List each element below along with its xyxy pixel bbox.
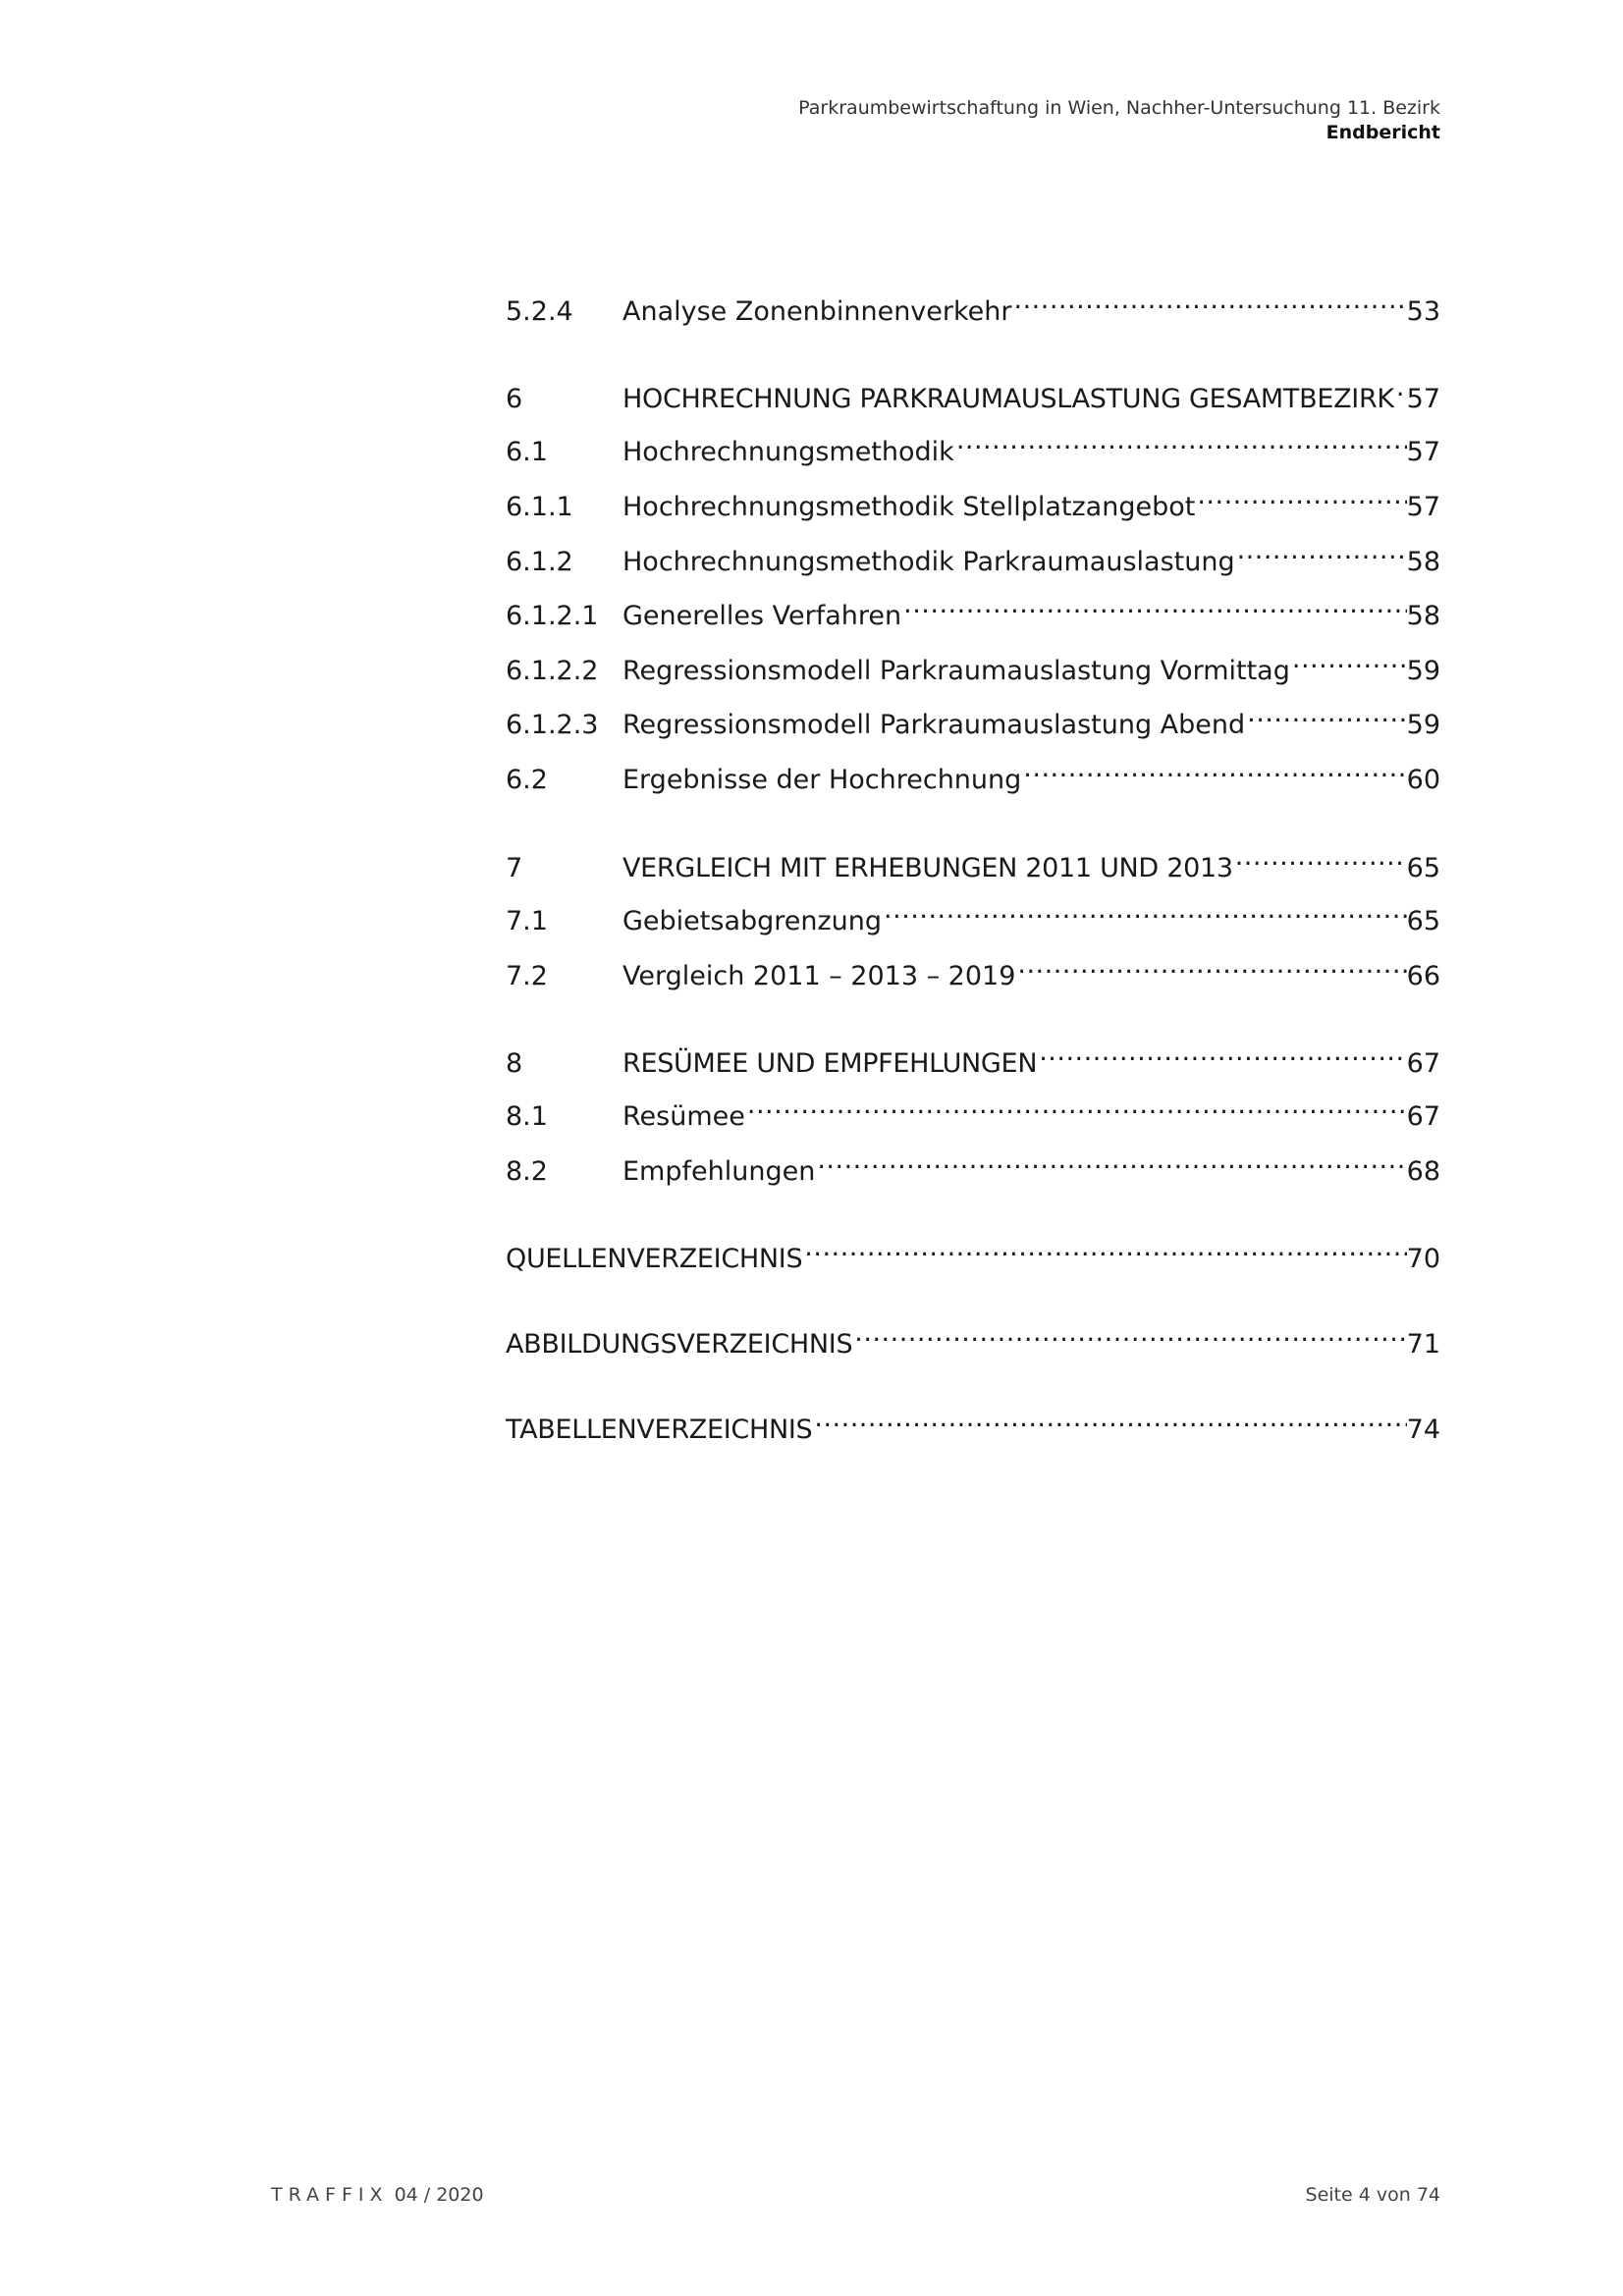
toc-entry-number: 7.2 — [506, 961, 548, 991]
toc-entry-page: 67 — [1406, 1048, 1440, 1079]
toc-entry-title: Hochrechnungsmethodik Parkraumauslastung — [622, 547, 1235, 577]
toc-entry-title: VERGLEICH MIT ERHEBUNGEN 2011 UND 2013 — [622, 853, 1233, 883]
toc-dot-leader — [1245, 694, 1406, 733]
toc-entry-page: 58 — [1406, 547, 1440, 577]
toc-dot-leader — [954, 421, 1407, 460]
toc-entry-title: Vergleich 2011 – 2013 – 2019 — [622, 961, 1016, 991]
toc-dot-leader — [901, 585, 1407, 624]
toc-entry[interactable] — [506, 1141, 1440, 1187]
toc-entry[interactable] — [506, 837, 1440, 883]
toc-entry-number: 6 — [506, 384, 522, 414]
toc-dot-leader — [882, 890, 1407, 930]
toc-entry[interactable] — [506, 694, 1440, 740]
toc-entry-title: HOCHRECHNUNG PARKRAUMAUSLASTUNG GESAMTBEZIRK — [622, 384, 1394, 414]
toc-dot-leader — [1233, 837, 1407, 877]
toc-entry[interactable] — [506, 1086, 1440, 1132]
toc-entry[interactable] — [506, 1399, 1440, 1445]
company-brand: TRAFFIX — [271, 2184, 389, 2206]
toc-entry-page: 67 — [1406, 1101, 1440, 1132]
toc-entry-page: 70 — [1406, 1244, 1440, 1274]
toc-dot-leader — [812, 1399, 1406, 1438]
toc-entry-page: 58 — [1406, 601, 1440, 631]
toc-entry-page: 57 — [1406, 492, 1440, 522]
toc-entry-title: Resümee — [622, 1101, 745, 1132]
toc-entry-page: 59 — [1406, 656, 1440, 686]
toc-dot-leader — [1012, 281, 1407, 320]
toc-dot-leader — [1015, 945, 1406, 985]
toc-entry-page: 57 — [1406, 437, 1440, 467]
toc-entry[interactable] — [506, 1313, 1440, 1360]
toc-entry-number: 6.2 — [506, 765, 548, 795]
toc-entry-number: 6.1.2.1 — [506, 601, 599, 631]
toc-dot-leader — [1235, 531, 1407, 570]
toc-entry-title: Hochrechnungsmethodik — [622, 437, 954, 467]
toc-entry-page: 60 — [1406, 765, 1440, 795]
toc-entry-title: Hochrechnungsmethodik Stellplatzangebot — [622, 492, 1196, 522]
toc-entry-title: Regressionsmodell Parkraumauslastung Abend — [622, 710, 1246, 740]
toc-entry-page: 71 — [1406, 1329, 1440, 1360]
toc-entry-page: 68 — [1406, 1156, 1440, 1187]
toc-entry[interactable] — [506, 421, 1440, 467]
toc-entry-page: 66 — [1406, 961, 1440, 991]
page-number: Seite 4 von 74 — [1305, 2184, 1440, 2206]
toc-entry[interactable] — [506, 531, 1440, 577]
toc-dot-leader — [1037, 1033, 1406, 1072]
toc-dot-leader — [1290, 640, 1407, 679]
toc-entry-page: 74 — [1406, 1415, 1440, 1445]
toc-entry-number: 7.1 — [506, 906, 548, 936]
toc-entry[interactable] — [506, 749, 1440, 795]
toc-entry-number: 6.1 — [506, 437, 548, 467]
toc-entry-page: 57 — [1406, 384, 1440, 414]
document-subtitle: Endbericht — [1325, 122, 1440, 143]
toc-entry-number: 6.1.2.2 — [506, 656, 599, 686]
toc-entry-page: 53 — [1406, 296, 1440, 327]
toc-entry-title: Empfehlungen — [622, 1156, 816, 1187]
toc-entry-title: RESÜMEE UND EMPFEHLUNGEN — [622, 1048, 1038, 1079]
toc-entry[interactable] — [506, 1228, 1440, 1274]
toc-entry[interactable] — [506, 476, 1440, 522]
toc-entry-title: ABBILDUNGSVERZEICHNIS — [506, 1329, 853, 1360]
toc-dot-leader — [1021, 749, 1406, 788]
toc-entry-page: 59 — [1406, 710, 1440, 740]
document-title: Parkraumbewirtschaftung in Wien, Nachher-Untersuchung 11. Bezirk — [798, 97, 1440, 119]
toc-entry-title: TABELLENVERZEICHNIS — [506, 1415, 813, 1445]
toc-entry[interactable] — [506, 368, 1440, 414]
toc-entry-number: 5.2.4 — [506, 296, 573, 327]
toc-dot-leader — [745, 1086, 1407, 1125]
toc-entry-number: 6.1.2.3 — [506, 710, 599, 740]
toc-entry[interactable] — [506, 585, 1440, 631]
toc-dot-leader — [815, 1141, 1406, 1180]
issue-date: 04 / 2020 — [394, 2184, 484, 2206]
toc-dot-leader — [1195, 476, 1406, 515]
toc-entry[interactable] — [506, 945, 1440, 991]
toc-entry-title: Gebietsabgrenzung — [622, 906, 883, 936]
toc-entry-number: 8.1 — [506, 1101, 548, 1132]
toc-entry-number: 6.1.2 — [506, 547, 573, 577]
toc-entry-number: 8 — [506, 1048, 522, 1079]
toc-entry[interactable] — [506, 890, 1440, 936]
toc-dot-leader — [852, 1313, 1406, 1353]
toc-entry[interactable] — [506, 640, 1440, 686]
toc-entry-title: Analyse Zonenbinnenverkehr — [622, 296, 1012, 327]
toc-entry-page: 65 — [1406, 906, 1440, 936]
toc-entry-number: 7 — [506, 853, 522, 883]
toc-entry-title: Regressionsmodell Parkraumauslastung Vormittag — [622, 656, 1290, 686]
toc-dot-leader — [802, 1228, 1406, 1267]
toc-entry-page: 65 — [1406, 853, 1440, 883]
toc-dot-leader — [1394, 368, 1407, 407]
page-footer-left — [271, 2184, 484, 2206]
toc-entry-title: Generelles Verfahren — [622, 601, 902, 631]
toc-entry[interactable] — [506, 281, 1440, 327]
toc-entry[interactable] — [506, 1033, 1440, 1079]
toc-entry-number: 8.2 — [506, 1156, 548, 1187]
toc-entry-number: 6.1.1 — [506, 492, 573, 522]
toc-entry-title: Ergebnisse der Hochrechnung — [622, 765, 1022, 795]
toc-entry-title: QUELLENVERZEICHNIS — [506, 1244, 803, 1274]
page-header — [798, 96, 1440, 145]
